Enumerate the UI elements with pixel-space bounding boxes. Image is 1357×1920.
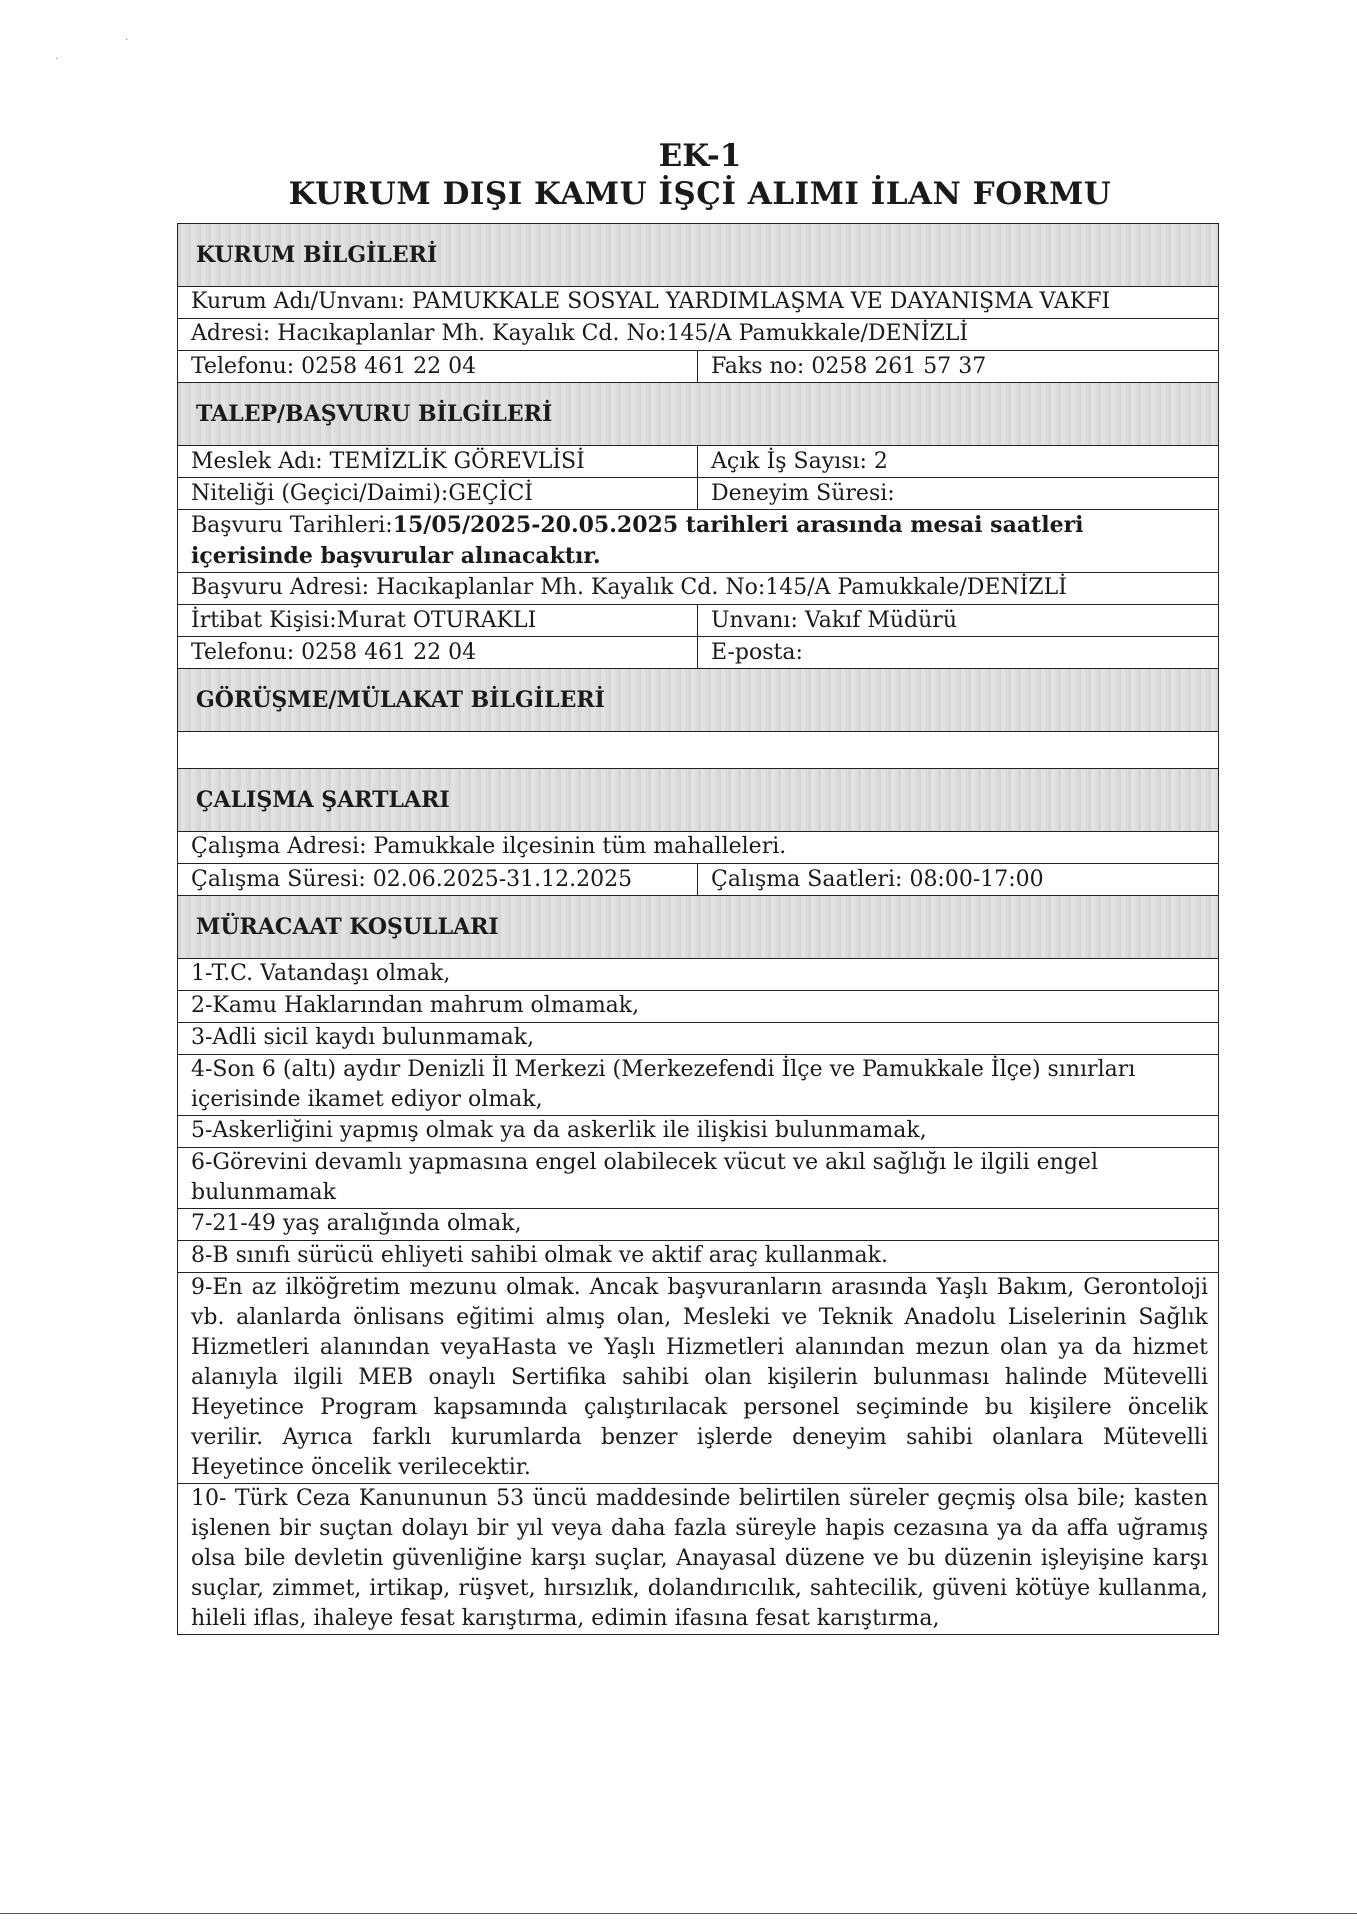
- kosul-row: [178, 1483, 1218, 1634]
- scan-speck: ·: [125, 33, 129, 46]
- kosul-row: [178, 958, 1218, 990]
- kosul-row: [178, 1115, 1218, 1147]
- basvuru-tarih-value: 15/05/2025-20.05.2025 tarihleri arasında mesai saatleri içerisinde başvurular alınacaktır.: [191, 512, 1084, 569]
- irtibat-kisisi: İrtibat Kişisi:Murat OTURAKLI: [178, 605, 698, 636]
- kosul-row: [178, 1022, 1218, 1054]
- kosul-row: [178, 1272, 1218, 1483]
- talep-telefon-row: [178, 636, 1218, 668]
- basvuru-tarih-label: Başvuru Tarihleri:: [191, 513, 393, 538]
- kosul-1: 1-T.C. Vatandaşı olmak,: [191, 961, 451, 986]
- kosul-3: 3-Adli sicil kaydı bulunmamak,: [191, 1025, 535, 1050]
- irtibat-unvan: Unvanı: Vakıf Müdürü: [711, 608, 957, 633]
- kosul-row: [178, 1240, 1218, 1272]
- kosul-row: [178, 1208, 1218, 1240]
- basvuru-tarihleri: [178, 510, 1218, 572]
- deneyim-suresi: Deneyim Süresi:: [711, 481, 895, 506]
- kurum-adi-row: [178, 286, 1218, 318]
- gorusme-empty-row: [178, 731, 1218, 768]
- kosul-8: 8-B sınıfı sürücü ehliyeti sahibi olmak ve aktif araç kullanmak.: [191, 1243, 888, 1268]
- kosul-9: 9-En az ilköğretim mezunu olmak. Ancak başvuranların arasında Yaşlı Bakım, Gerontoloji vb. alanlarda önlisans eğitimi almış olan, Mesleki ve Teknik Anadolu Liselerinin Sağlık Hizmetleri alanından veyaHasta ve Yaşlı Hizmetleri alanından mezun olan ya da hizmet alanıyla ilgili MEB onaylı Sertifika sahibi olan kişilerin bulunması halinde Mütevelli Heyetince Program kapsamında çalıştırılacak personel seçiminde bu kişilere öncelik verilir. Ayrıca farklı kurumlarda benzer işlerde deneyim sahibi olanlara Mütevelli Heyetince öncelik verilecektir.: [191, 1275, 1208, 1480]
- niteligi: Niteliği (Geçici/Daimi):GEÇİCİ: [178, 478, 698, 509]
- kosul-7: 7-21-49 yaş aralığında olmak,: [191, 1211, 522, 1236]
- kosul-2: 2-Kamu Haklarından mahrum olmamak,: [191, 993, 640, 1018]
- talep-eposta: E-posta:: [711, 640, 803, 665]
- talep-telefon: Telefonu: 0258 461 22 04: [178, 637, 698, 668]
- calisma-suresi: Çalışma Süresi: 02.06.2025-31.12.2025: [178, 864, 698, 895]
- calisma-saatleri: Çalışma Saatleri: 08:00-17:00: [711, 867, 1044, 892]
- irtibat-row: [178, 604, 1218, 636]
- section-muracaat-kosullari: MÜRACAAT KOŞULLARI: [178, 895, 1218, 958]
- section-gorusme-mulakat: GÖRÜŞME/MÜLAKAT BİLGİLERİ: [178, 668, 1218, 731]
- acik-is-sayisi: Açık İş Sayısı: 2: [711, 449, 888, 474]
- meslek-row: [178, 445, 1218, 477]
- kurum-adres: Adresi: Hacıkaplanlar Mh. Kayalık Cd. No:145/A Pamukkale/DENİZLİ: [191, 321, 969, 346]
- kurum-adi: Kurum Adı/Unvanı: PAMUKKALE SOSYAL YARDIMLAŞMA VE DAYANIŞMA VAKFI: [191, 289, 1111, 314]
- kosul-6: 6-Görevini devamlı yapmasına engel olabilecek vücut ve akıl sağlığı le ilgili engel bulunmamak: [191, 1150, 1098, 1205]
- calisma-adresi: Çalışma Adresi: Pamukkale ilçesinin tüm mahalleleri.: [191, 834, 787, 859]
- kurum-telefon-row: [178, 350, 1218, 382]
- calisma-sure-row: [178, 863, 1218, 895]
- meslek-adi: Meslek Adı: TEMİZLİK GÖREVLİSİ: [178, 446, 698, 477]
- section-calisma-sartlari: ÇALIŞMA ŞARTLARI: [178, 768, 1218, 831]
- kosul-row: [178, 1054, 1218, 1115]
- kosul-row: [178, 1147, 1218, 1208]
- kosul-10: 10- Türk Ceza Kanununun 53 üncü maddesinde belirtilen süreler geçmiş olsa bile; kasten işlenen bir suçtan dolayı bir yıl veya daha fazla süreyle hapis cezasına ya da affa uğramış olsa bile devletin güvenliğine karşı suçlar, Anayasal düzene ve bu düzenin işleyişine karşı suçlar, zimmet, irtikap, rüşvet, hırsızlık, dolandırıcılık, sahtecilik, güveni kötüye kullanma, hileli iflas, ihaleye fesat karıştırma, edimin ifasına fesat karıştırma,: [191, 1486, 1208, 1631]
- kosul-row: [178, 990, 1218, 1022]
- kurum-adres-row: [178, 318, 1218, 350]
- section-talep-basvuru: TALEP/BAŞVURU BİLGİLERİ: [178, 382, 1218, 445]
- basvuru-adresi: Başvuru Adresi: Hacıkaplanlar Mh. Kayalık Cd. No:145/A Pamukkale/DENİZLİ: [191, 575, 1067, 600]
- ek-label: EK-1: [658, 138, 742, 174]
- kurum-faks: Faks no: 0258 261 57 37: [711, 354, 987, 379]
- scan-speck: ·: [55, 52, 59, 65]
- kurum-telefon: Telefonu: 0258 461 22 04: [178, 351, 698, 382]
- calisma-adres-row: [178, 831, 1218, 863]
- kosul-4: 4-Son 6 (altı) aydır Denizli İl Merkezi (Merkezefendi İlçe ve Pamukkale İlçe) sınırları içerisinde ikamet ediyor olmak,: [191, 1057, 1136, 1112]
- basvuru-adresi-row: [178, 572, 1218, 604]
- ilan-form-table: [177, 223, 1219, 1635]
- section-kurum-bilgileri: KURUM BİLGİLERİ: [178, 223, 1218, 286]
- basvuru-tarih-row: [178, 509, 1218, 572]
- form-title: KURUM DIŞI KAMU İŞÇİ ALIMI İLAN FORMU: [288, 176, 1112, 212]
- nitelik-row: [178, 477, 1218, 509]
- kosul-5: 5-Askerliğini yapmış olmak ya da askerlik ile ilişkisi bulunmamak,: [191, 1118, 927, 1143]
- scan-edge-line: [0, 1913, 1357, 1914]
